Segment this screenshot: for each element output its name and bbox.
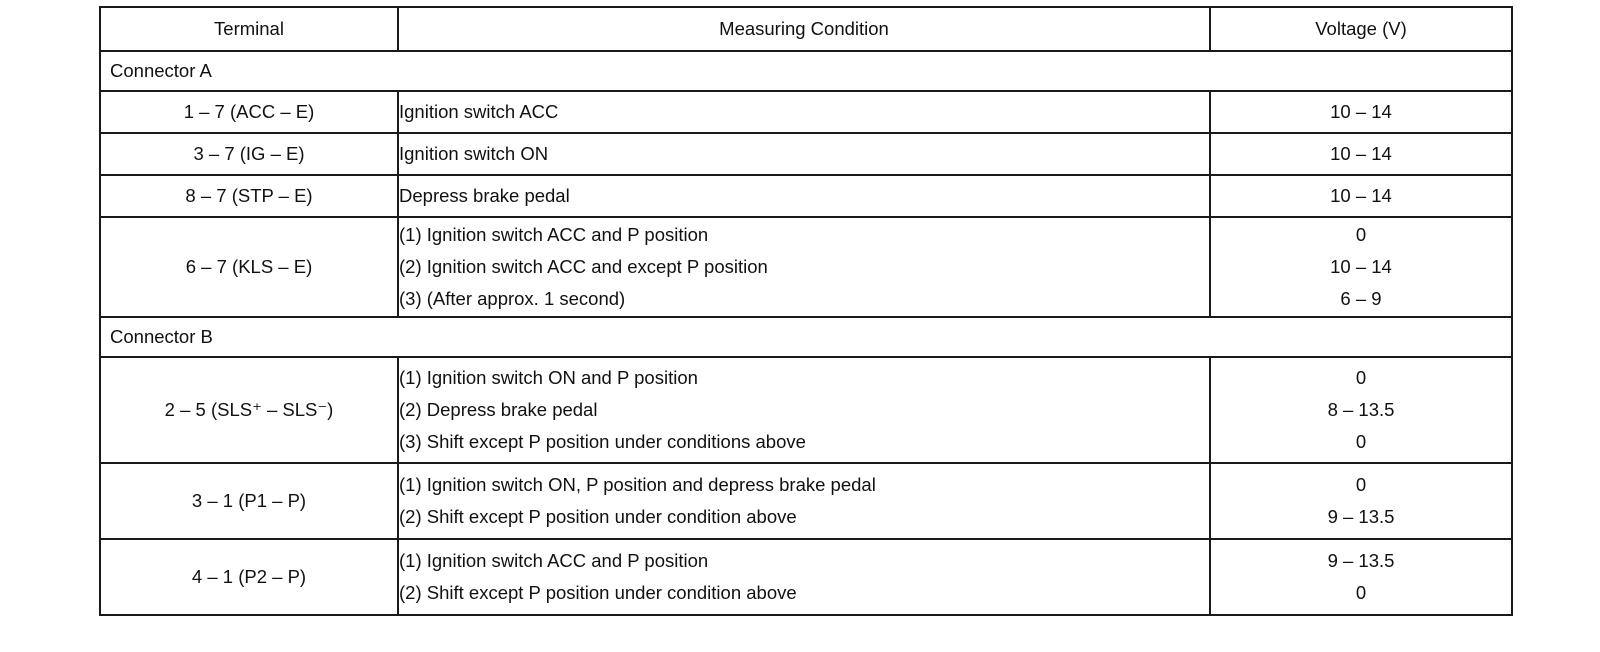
voltage-line: 10 – 14	[1330, 256, 1392, 277]
voltage-line: 0	[1355, 582, 1367, 603]
terminal-cell: 6 – 7 (KLS – E)	[100, 217, 398, 317]
terminal-cell: 3 – 1 (P1 – P)	[100, 463, 398, 539]
terminal-cell: 8 – 7 (STP – E)	[100, 175, 398, 217]
voltage-line: 0	[1355, 431, 1367, 452]
voltage-line: 9 – 13.5	[1327, 550, 1395, 571]
section-title-connector-b: Connector B	[100, 317, 1512, 357]
condition-line: (2) Shift except P position under condition above	[399, 582, 797, 603]
table-row	[100, 357, 1512, 463]
condition-cell	[398, 539, 1210, 615]
table-row	[100, 175, 1512, 217]
voltage-cell	[1210, 357, 1512, 463]
condition-line: (2) Depress brake pedal	[399, 399, 598, 420]
condition-line: (1) Ignition switch ACC and P position	[399, 224, 709, 245]
header-measuring-condition: Measuring Condition	[398, 7, 1210, 51]
voltage-line: 10 – 14	[1330, 101, 1392, 122]
condition-cell	[398, 357, 1210, 463]
condition-cell	[398, 217, 1210, 317]
condition-line: (1) Ignition switch ACC and P position	[399, 550, 709, 571]
section-title-connector-a: Connector A	[100, 51, 1512, 91]
voltage-line: 8 – 13.5	[1327, 399, 1395, 420]
condition-line: Ignition switch ACC	[399, 101, 559, 122]
table-row	[100, 463, 1512, 539]
header-voltage: Voltage (V)	[1210, 7, 1512, 51]
voltage-cell	[1210, 539, 1512, 615]
table-row	[100, 133, 1512, 175]
terminal-cell: 4 – 1 (P2 – P)	[100, 539, 398, 615]
condition-line: (1) Ignition switch ON, P position and depress brake pedal	[399, 474, 876, 495]
terminal-cell: 2 – 5 (SLS⁺ – SLS⁻)	[100, 357, 398, 463]
terminal-cell: 1 – 7 (ACC – E)	[100, 91, 398, 133]
condition-line: (2) Ignition switch ACC and except P position	[399, 256, 768, 277]
condition-cell	[398, 175, 1210, 217]
voltage-cell	[1210, 91, 1512, 133]
header-row	[100, 7, 1512, 51]
terminal-voltage-table	[99, 6, 1513, 616]
condition-cell	[398, 91, 1210, 133]
condition-line: (3) Shift except P position under conditions above	[399, 431, 806, 452]
voltage-line: 10 – 14	[1330, 185, 1392, 206]
section-row	[100, 51, 1512, 91]
voltage-line: 9 – 13.5	[1327, 506, 1395, 527]
condition-line: (2) Shift except P position under condition above	[399, 506, 797, 527]
voltage-line: 10 – 14	[1330, 143, 1392, 164]
condition-cell	[398, 133, 1210, 175]
section-row	[100, 317, 1512, 357]
table-row	[100, 91, 1512, 133]
table-row	[100, 217, 1512, 317]
condition-line: (3) (After approx. 1 second)	[399, 288, 626, 309]
table-row	[100, 539, 1512, 615]
voltage-line: 6 – 9	[1340, 288, 1382, 309]
condition-line: Depress brake pedal	[399, 185, 570, 206]
condition-cell	[398, 463, 1210, 539]
voltage-line: 0	[1355, 224, 1367, 245]
condition-line: Ignition switch ON	[399, 143, 549, 164]
voltage-cell	[1210, 133, 1512, 175]
condition-line: (1) Ignition switch ON and P position	[399, 367, 698, 388]
voltage-cell	[1210, 217, 1512, 317]
voltage-line: 0	[1355, 367, 1367, 388]
header-terminal: Terminal	[100, 7, 398, 51]
voltage-line: 0	[1355, 474, 1367, 495]
voltage-cell	[1210, 175, 1512, 217]
voltage-cell	[1210, 463, 1512, 539]
terminal-cell: 3 – 7 (IG – E)	[100, 133, 398, 175]
